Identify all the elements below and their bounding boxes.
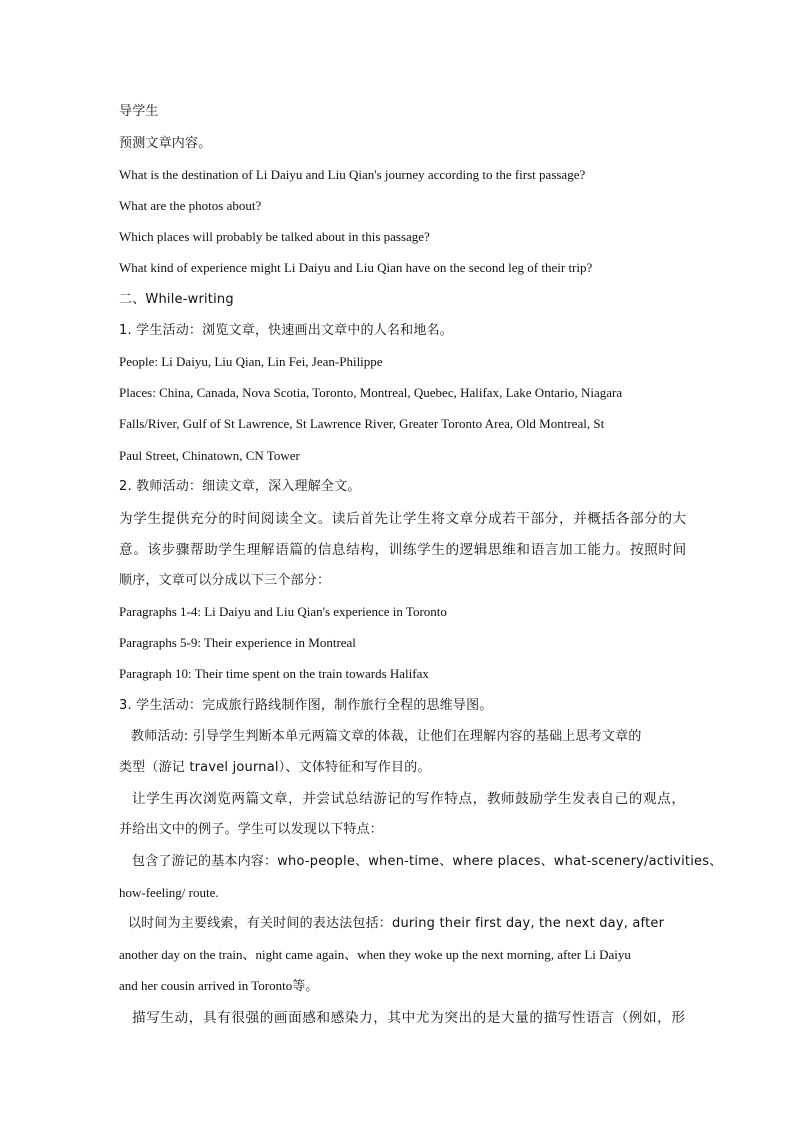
question-line: Which places will probably be talked about in this passage? — [119, 229, 430, 244]
text-line: how-feeling/ route. — [119, 885, 219, 900]
text-line: and her cousin arrived in Toronto等。 — [119, 978, 319, 993]
text-line: Paragraphs 1-4: Li Daiyu and Liu Qian's experience in Toronto — [119, 604, 447, 619]
text-line: 类型（游记 travel journal）、文体特征和写作目的。 — [119, 760, 431, 775]
text-line: 以时间为主要线索，有关时间的表达法包括：during their first day, the next day, after — [128, 916, 665, 931]
text-line: 为学生提供充分的时间阅读全文。读后首先让学生将文章分成若干部分，并概括各部分的大 — [119, 511, 687, 527]
text-line: Paragraph 10: Their time spent on the train towards Halifax — [119, 666, 429, 681]
section-heading: 二、While-writing — [119, 292, 234, 307]
question-line: What is the destination of Li Daiyu and Liu Qian's journey according to the first passage? — [119, 167, 586, 182]
text-line: 顺序，文章可以分成以下三个部分： — [119, 573, 331, 588]
text-line: 导学生 — [119, 104, 159, 119]
text-line: People: Li Daiyu, Liu Qian, Lin Fei, Jean-Philippe — [119, 354, 383, 369]
text-line: 让学生再次浏览两篇文章，并尝试总结游记的写作特点，教师鼓励学生发表自己的观点， — [132, 791, 686, 807]
text-line: 1. 学生活动：浏览文章，快速画出文章中的人名和地名。 — [119, 323, 453, 338]
text-line: 预测文章内容。 — [119, 136, 212, 151]
question-line: What are the photos about? — [119, 198, 262, 213]
text-line: Places: China, Canada, Nova Scotia, Toronto, Montreal, Quebec, Halifax, Lake Ontario, Niagara — [119, 385, 623, 400]
text-line: 描写生动，具有很强的画面感和感染力，其中尤为突出的是大量的描写性语言（例如，形 — [132, 1010, 686, 1026]
text-line: Falls/River, Gulf of St Lawrence, St Lawrence River, Greater Toronto Area, Old Montreal, St — [119, 416, 605, 431]
text-line: 包含了游记的基本内容：who-people、when-time、where places、what-scenery/activities、 — [132, 854, 723, 869]
text-line: 并给出文中的例子。学生可以发现以下特点： — [119, 822, 384, 837]
text-line: Paragraphs 5-9: Their experience in Montreal — [119, 635, 356, 650]
text-line: 意。该步骤帮助学生理解语篇的信息结构，训练学生的逻辑思维和语言加工能力。按照时间 — [119, 542, 687, 558]
text-line: 教师活动: 引导学生判断本单元两篇文章的体裁，让他们在理解内容的基础上思考文章的 — [131, 729, 642, 744]
question-line: What kind of experience might Li Daiyu and Liu Qian have on the second leg of their trip? — [119, 260, 593, 275]
text-line: 3. 学生活动：完成旅行路线制作图，制作旅行全程的思维导图。 — [119, 698, 493, 713]
text-line: 2. 教师活动：细读文章，深入理解全文。 — [119, 479, 361, 494]
text-line: Paul Street, Chinatown, CN Tower — [119, 448, 300, 463]
text-line: another day on the train、night came again、when they woke up the next morning, after Li Daiyu — [119, 947, 631, 962]
